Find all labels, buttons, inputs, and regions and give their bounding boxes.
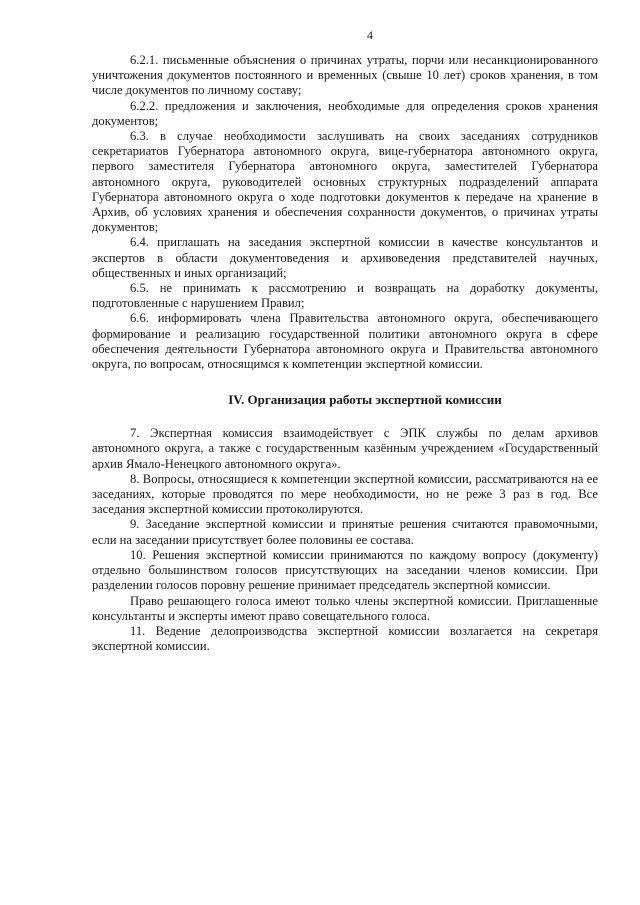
paragraph-11: 11. Ведение делопроизводства экспертной комиссии возлагается на секретаря экспертной комиссии. [92,623,598,654]
section-heading: IV. Организация работы экспертной комиссии [228,392,502,408]
paragraph-6-4: 6.4. приглашать на заседания экспертной комиссии в качестве консультантов и экспертов в области документоведения и архивоведения представителей научных, общественных и иных организаций; [92,235,598,280]
paragraph-6-3: 6.3. в случае необходимости заслушивать на своих заседаниях сотрудников секретариатов Губернатора автономного округа, вице-губернатора автономного округа, первого заместителя Губернатора автономного округа, заместителей Губернатора автономного округа, руководителей основных структурных подразделений аппарата Губернатора автономного округа о ходе подготовки документов к передаче на хранение в Архив, об условиях хранения и обеспечения сохранности документов, о причинах утраты документов; [92,129,598,235]
rules-list-after [92,426,598,654]
paragraph-7: 7. Экспертная комиссия взаимодействует с ЭПК службы по делам архивов автономного округа, а также с государственным казённым учреждением «Государственный архив Ямало-Ненецкого автономного округа». [92,426,598,471]
page-number: 4 [367,28,373,42]
paragraph-10-continued: Право решающего голоса имеют только члены экспертной комиссии. Приглашенные консультанты и эксперты имеют право совещательного голоса. [92,593,598,623]
paragraph-6-2-2: 6.2.2. предложения и заключения, необходимые для определения сроков хранения документов; [92,98,598,128]
rules-list-before [92,53,598,372]
paragraph-9: 9. Заседание экспертной комиссии и принятые решения считаются правомочными, если на заседании присутствует более половины ее состава. [92,517,598,547]
paragraph-6-6: 6.6. информировать члена Правительства автономного округа, обеспечивающего формирование и реализацию государственной политики автономного округа в сфере обеспечения деятельности Губернатора автономного округа и Правительства автономного округа, по вопросам, относящимся к компетенции экспертной комиссии. [92,311,598,372]
paragraph-6-5: 6.5. не принимать к рассмотрению и возвращать на доработку документы, подготовленные с нарушением Правил; [92,281,598,311]
paragraph-6-2-1: 6.2.1. письменные объяснения о причинах утраты, порчи или несанкционированного уничтожения документов постоянного и временных (свыше 10 лет) сроков хранения, в том числе документов по личному составу; [92,53,598,98]
paragraph-8: 8. Вопросы, относящиеся к компетенции экспертной комиссии, рассматриваются на ее заседаниях, которые проводятся по мере необходимости, но не реже 3 раз в год. Все заседания экспертной комиссии протоколируются. [92,471,598,517]
paragraph-10: 10. Решения экспертной комиссии принимаются по каждому вопросу (документу) отдельно большинством голосов присутствующих на заседании членов комиссии. При разделении голосов поровну решение принимает председатель экспертной комиссии. [92,547,598,593]
